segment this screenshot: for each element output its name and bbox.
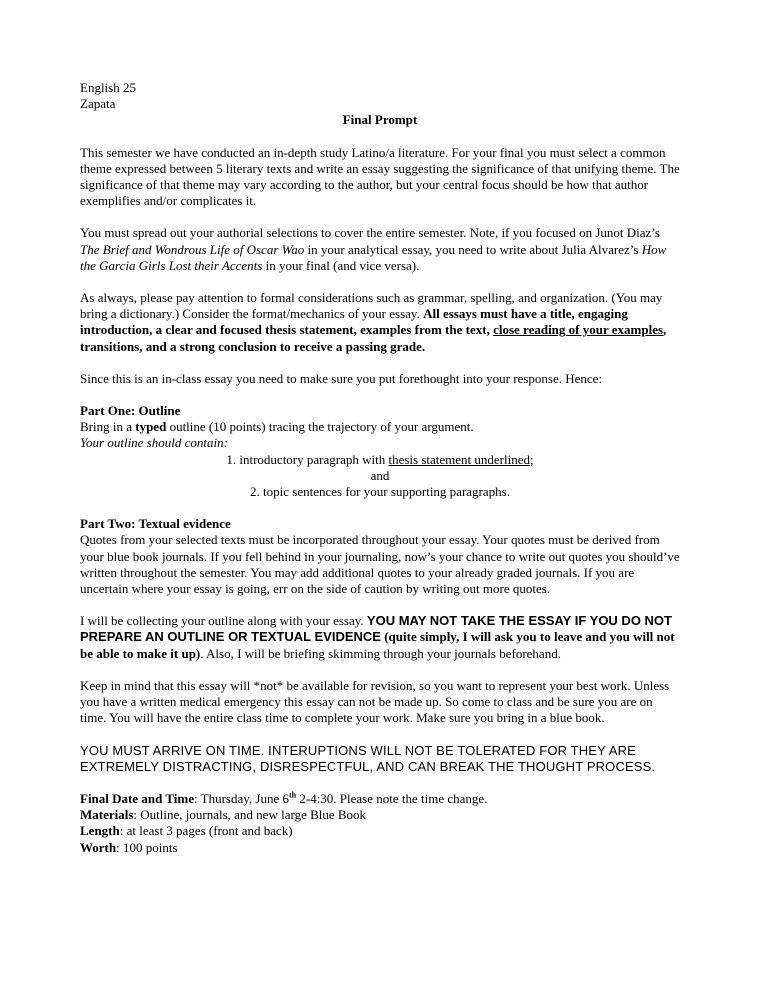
thesis-underlined: thesis statement underlined	[388, 451, 530, 467]
intro-paragraph: This semester we have conducted an in-depth study Latino/a literature. For your final you must select a common theme expressed between 5 literary texts and write an essay suggesting the significance of that unifying theme. The significance of that theme may vary according to the author, but your central focus should be how that author exemplifies and/or complicates it.	[80, 144, 680, 209]
worth-line: Worth: 100 points	[80, 839, 178, 855]
revision-paragraph: Keep in mind that this essay will *not* be available for revision, so you want to represent your best work. Unless you have a written medical emergency this essay can not be made up. So come to class and be sure you are on time. You will have the entire class time to complete your work. Make sure you bring in a blue book.	[80, 677, 670, 726]
formal-bold-b: , transitions, and a strong conclusion to receive a passing grade.	[80, 322, 667, 354]
selections-text-b: in your analytical essay, you need to write about Julia Alvarez’s	[304, 241, 642, 257]
part-two-paragraph: Quotes from your selected texts must be incorporated throughout your essay. Your quotes must be derived from your blue book journals. If you fell behind in your journaling, now’s your chance to write out quotes you should’ve written throughout the semester. You may add additional quotes to your already graded journals. If you are uncertain where your essay is going, err on the side of caution by writing out more quotes.	[80, 532, 680, 597]
collecting-paragraph: I will be collecting your outline along with your essay. YOU MAY NOT TAKE THE ESSAY IF YOU DO NOT PREPARE AN OUTLINE OR TEXTUAL EVIDENCE (quite simply, I will ask you to leave and you will not be able to make it up). Also, I will be briefing skimming through your journals beforehand.	[80, 613, 675, 661]
selections-text-c: in your final (and vice versa).	[262, 257, 420, 273]
inclass-paragraph: Since this is an in-class essay you need to make sure you put forethought into your response. Hence:	[80, 370, 603, 386]
book-title-oscar-wao: The Brief and Wondrous Life of Oscar Wao	[80, 241, 305, 257]
outline-item-1: 1. introductory paragraph with thesis statement underlined;	[226, 451, 534, 467]
outline-and: and	[370, 467, 390, 483]
part-one-line-b: outline (10 points) tracing the trajectory of your argument.	[166, 419, 474, 435]
arrive-warning: YOU MUST ARRIVE ON TIME. INTERUPTIONS WILL NOT BE TOLERATED FOR THEY ARE EXTREMELY DISTRACTING, DISRESPECTFUL, AND CAN BREAK THE THOUGHT PROCESS.	[80, 742, 656, 774]
part-one-line	[80, 419, 680, 435]
final-date-line: Final Date and Time: Thursday, June 6th 2-4:30. Please note the time change.	[80, 790, 488, 806]
collecting-warning-caps: YOU MAY NOT TAKE THE ESSAY IF YOU DO NOT PREPARE AN OUTLINE OR TEXTUAL EVIDENCE	[80, 613, 672, 645]
formal-text-a: As always, please pay attention to formal considerations such as grammar, spelling, and organization. (You may bring a dictionary.) Consider the format/mechanics of your essay.	[80, 290, 663, 322]
instructor-name: Zapata	[80, 96, 116, 112]
outline-item-2: 2. topic sentences for your supporting paragraphs.	[250, 484, 510, 500]
selections-paragraph	[80, 225, 680, 274]
materials-line: Materials: Outline, journals, and new large Blue Book	[80, 807, 367, 823]
length-line: Length: at least 3 pages (front and back)	[80, 823, 293, 839]
outline-contain: Your outline should contain:	[80, 435, 228, 451]
formal-paragraph	[80, 290, 680, 355]
part-one-typed: typed	[135, 419, 167, 435]
formal-bold-a: All essays must have a title, engaging introduction, a clear and focused thesis statement, examples from the text,	[80, 306, 628, 338]
formal-bold-underline: close reading of your examples	[493, 322, 664, 338]
part-two-heading: Part Two: Textual evidence	[80, 516, 231, 532]
document-title: Final Prompt	[342, 112, 418, 128]
document-page	[80, 80, 680, 856]
selections-text-a: You must spread out your authorial selections to cover the entire semester. Note, if you focused on Junot Diaz’s	[80, 225, 660, 241]
part-one-heading: Part One: Outline	[80, 403, 181, 419]
part-one-line-a: Bring in a	[80, 419, 136, 435]
course-name: English 25	[80, 80, 136, 95]
book-title-garcia-girls: How the Garcia Girls Lost their Accents	[80, 241, 667, 273]
collecting-bold-paren: (quite simply, I will ask you to leave and you will not be able to make it up)	[80, 629, 675, 661]
